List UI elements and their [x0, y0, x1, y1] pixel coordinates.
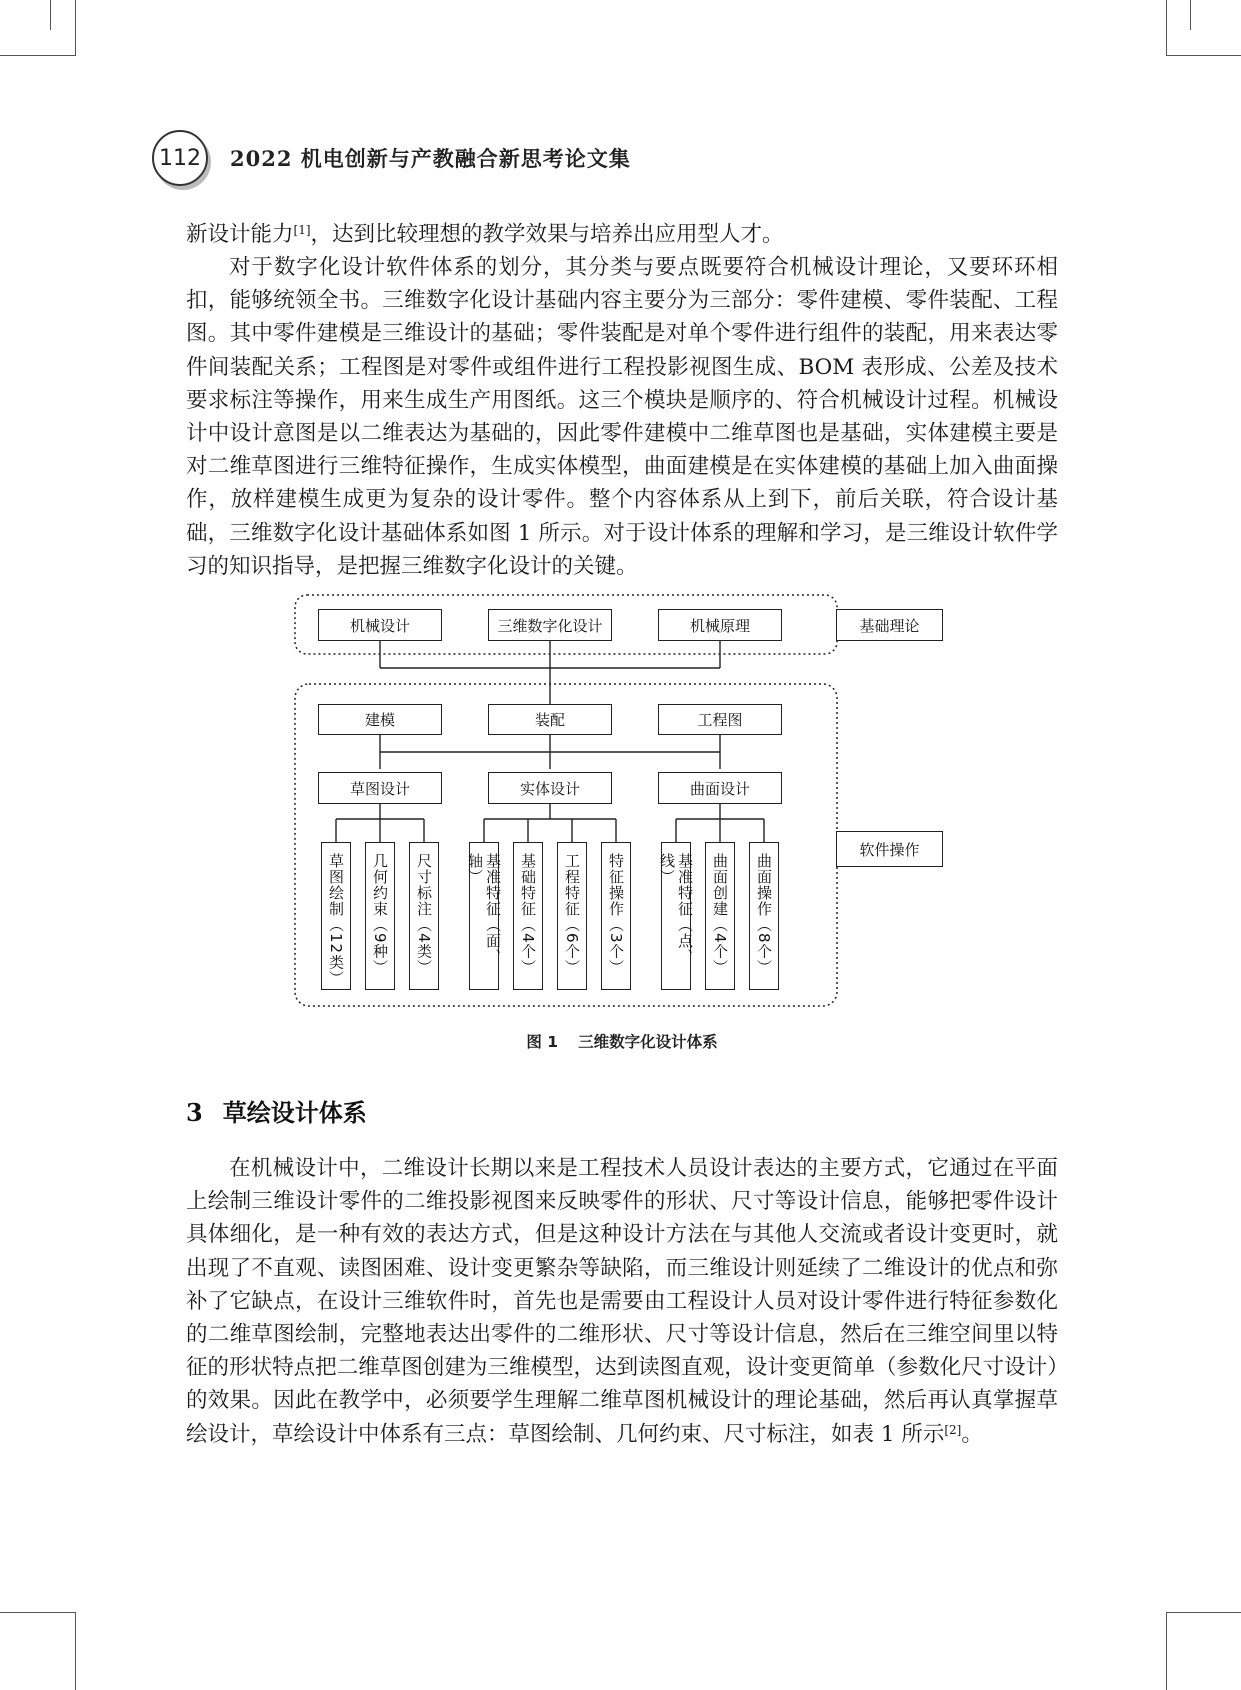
crop-mark: [0, 55, 75, 56]
figure-caption: [292, 1030, 952, 1052]
design-box-solid: 实体设计: [488, 772, 612, 804]
module-box-modeling: 建模: [318, 704, 442, 735]
paragraph-1-text: 新设计能力: [186, 222, 294, 247]
citation: [1]: [293, 223, 311, 237]
item-datum-feature-face-axis: 基准特征（面、轴）: [469, 842, 499, 990]
item-datum-feature-point-line: 基准特征（点、线）: [661, 842, 691, 990]
design-box-surface: 曲面设计: [658, 772, 782, 804]
crop-mark: [1166, 0, 1167, 56]
caption-text: 三维数字化设计体系: [578, 1033, 718, 1051]
top-box-3d-digital-design: 三维数字化设计: [488, 609, 612, 641]
top-box-mech-principle: 机械原理: [658, 609, 782, 641]
book-title: 2022 机电创新与产教融合新思考论文集: [230, 146, 631, 171]
paragraph-1-tail: ，达到比较理想的教学效果与培养出应用型人才。: [310, 222, 784, 247]
crop-mark: [1166, 1612, 1167, 1690]
design-box-sketch: 草图设计: [318, 772, 442, 804]
page-number: 112: [152, 130, 208, 186]
paragraph-3-tail: 。: [961, 1421, 983, 1447]
crop-mark: [50, 0, 51, 30]
crop-mark: [1190, 0, 1191, 30]
top-box-mech-design: 机械设计: [318, 609, 442, 641]
running-header: [152, 130, 631, 186]
module-box-drawing: 工程图: [658, 704, 782, 735]
item-engineering-feature: 工程特征（6个）: [557, 842, 587, 990]
section-title: 草绘设计体系: [222, 1098, 367, 1127]
item-surface-create: 曲面创建（4个）: [705, 842, 735, 990]
item-sketch-drawing: 草图绘制（12类）: [321, 842, 351, 990]
crop-mark: [75, 1612, 76, 1690]
caption-number: 图 1: [526, 1033, 559, 1051]
paragraph-2: 对于数字化设计软件体系的划分，其分类与要点既要符合机械设计理论，又要环环相扣，能够统领全书。三维数字化设计基础内容主要分为三部分：零件建模、零件装配、工程图。其中零件建模是三维设计的基础；零件装配是对单个零件进行组件的装配，用来表达零件间装配关系；工程图是对零件或组件进行工程投影视图生成、BOM 表形成、公差及技术要求标注等操作，用来生成生产用图纸。这三个模块是顺序的、符合机械设计过程。机械设计中设计意图是以二维表达为基础的，因此零件建模中二维草图也是基础，实体建模主要是对二维草图进行三维特征操作，生成实体模型，曲面建模是在实体建模的基础上加入曲面操作，放样建模生成更为复杂的设计零件。整个内容体系从上到下，前后关联，符合设计基础，三维数字化设计基础体系如图 1 所示。对于设计体系的理解和学习，是三维设计软件学习的知识指导，是把握三维数字化设计的关键。: [186, 255, 1058, 579]
section-heading: [186, 1093, 367, 1128]
crop-mark: [75, 0, 76, 56]
crop-mark: [0, 1612, 75, 1613]
item-feature-operation: 特征操作（3个）: [601, 842, 631, 990]
label-basic-theory: 基础理论: [836, 609, 943, 641]
paragraph-1: [186, 218, 1058, 251]
item-dimension: 尺寸标注（4类）: [409, 842, 439, 990]
paragraph-3-text: 在机械设计中，二维设计长期以来是工程技术人员设计表达的主要方式，它通过在平面上绘制三维设计零件的二维投影视图来反映零件的形状、尺寸等设计信息，能够把零件设计具体细化，是一种有效的表达方式，但是这种设计方法在与其他人交流或者设计变更时，就出现了不直观、读图困难、设计变更繁杂等缺陷，而三维设计则延续了二维设计的优点和弥补了它缺点，在设计三维软件时，首先也是需要由工程设计人员对设计零件进行特征参数化的二维草图绘制，完整地表达出零件的二维形状、尺寸等设计信息，然后在三维空间里以特征的形状特点把二维草图创建为三维模型，达到读图直观，设计变更简单（参数化尺寸设计）的效果。因此在教学中，必须要学生理解二维草图机械设计的理论基础，然后再认真掌握草绘设计，草绘设计中体系有三点：草图绘制、几何约束、尺寸标注，如表 1 所示: [186, 1156, 1058, 1447]
figure-1: [292, 594, 952, 1014]
item-basic-feature: 基础特征（4个）: [513, 842, 543, 990]
crop-mark: [1166, 55, 1241, 56]
connector-lines: [336, 641, 764, 842]
module-box-assembly: 装配: [488, 704, 612, 735]
item-geometric-constraint: 几何约束（9种）: [365, 842, 395, 990]
label-software-operation: 软件操作: [836, 831, 943, 867]
paragraph-3: [186, 1152, 1058, 1451]
section-number: 3: [186, 1098, 203, 1127]
item-surface-operation: 曲面操作（8个）: [749, 842, 779, 990]
citation: [2]: [944, 1422, 962, 1437]
crop-mark: [1166, 1612, 1241, 1613]
